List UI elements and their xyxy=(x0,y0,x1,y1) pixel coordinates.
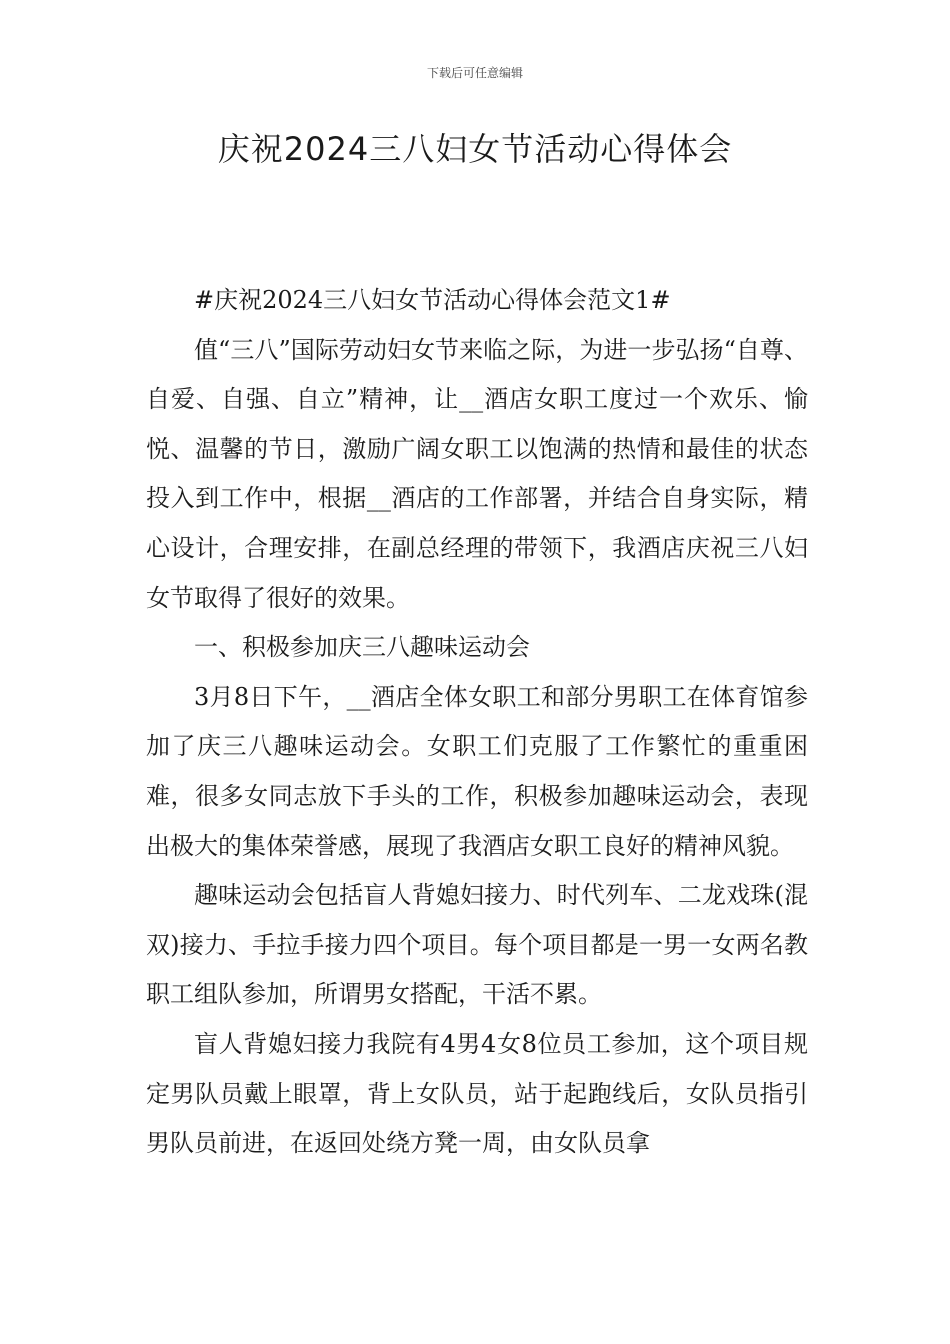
paragraph: 值“三八”国际劳动妇女节来临之际，为进一步弘扬“自尊、自爱、自强、自立”精神，让__酒店女职工度过一个欢乐、愉悦、温馨的节日，激励广阔女职工以饱满的热情和最佳的状态投入到工作中，根据__酒店的工作部署，并结合自身实际，精心设计，合理安排，在副总经理的带领下，我酒店庆祝三八妇女节取得了很好的效果。 xyxy=(146,335,808,612)
paragraph-section-heading: #庆祝2024三八妇女节活动心得体会范文1# xyxy=(194,286,671,314)
paragraph: 盲人背媳妇接力我院有4男4女8位员工参加，这个项目规定男队员戴上眼罩，背上女队员，站于起跑线后，女队员指引男队员前进，在返回处绕方凳一周，由女队员拿 xyxy=(146,1029,808,1158)
paragraph-subheading: 一、积极参加庆三八趣味运动会 xyxy=(194,633,530,662)
paragraph: 3月8日下午，__酒店全体女职工和部分男职工在体育馆参加了庆三八趣味运动会。女职工们克服了工作繁忙的重重困难，很多女同志放下手头的工作，积极参加趣味运动会，表现出极大的集体荣誉感，展现了我酒店女职工良好的精神风貌。 xyxy=(146,682,808,860)
paragraph: 趣味运动会包括盲人背媳妇接力、时代列车、二龙戏珠(混双)接力、手拉手接力四个项目。每个项目都是一男一女两名教职工组队参加，所谓男女搭配，干活不累。 xyxy=(146,881,808,1009)
document-body xyxy=(146,276,808,1169)
document-title: 庆祝2024三八妇女节活动心得体会 xyxy=(217,130,733,168)
page-header-note: 下载后可任意编辑 xyxy=(426,66,523,80)
